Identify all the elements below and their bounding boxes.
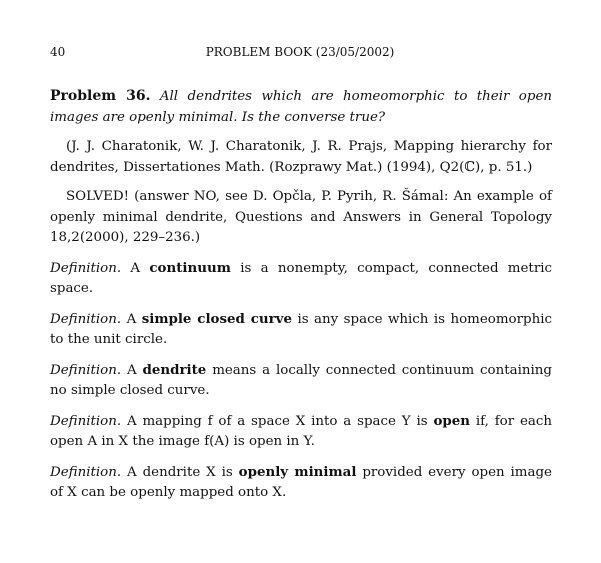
definition-continuum <box>50 258 552 300</box>
definition-post: is a nonempty, compact, connected metric space. <box>50 260 552 296</box>
definition-term: openly minimal <box>238 463 357 480</box>
definition-post: if, for each open A in X the image f(A) is open in Y. <box>50 413 552 449</box>
page-body <box>50 86 552 513</box>
definition-pre: A dendrite X is <box>127 464 233 480</box>
definition-pre: A mapping f of a space X into a space Y is <box>126 413 428 429</box>
definition-open-mapping <box>50 411 552 453</box>
definition-label: Definition. <box>50 362 122 378</box>
problem-solved-note: SOLVED! (answer NO, see D. Opčla, P. Pyrih, R. Šámal: An example of openly minimal dendrite, Questions and Answers in General Topology 18,2(2000), 229–236.) <box>50 189 552 245</box>
definition-post: means a locally connected continuum containing no simple closed curve. <box>50 362 552 398</box>
definition-label: Definition. <box>50 413 122 429</box>
definition-pre: A <box>126 311 137 327</box>
problem-label: Problem 36. <box>50 88 151 104</box>
definition-term: simple closed curve <box>141 310 292 327</box>
definition-label: Definition. <box>50 311 122 327</box>
definition-term: dendrite <box>142 361 207 378</box>
definition-pre: A <box>126 362 137 378</box>
definition-term: continuum <box>149 259 231 276</box>
definition-post: is any space which is homeomorphic to the unit circle. <box>50 311 552 347</box>
definition-post: provided every open image of X can be openly mapped onto X. <box>50 464 552 500</box>
definition-term: open <box>433 412 471 429</box>
problem-text: All dendrites which are homeomorphic to their open images are openly minimal. Is the converse true? <box>50 89 552 125</box>
problem-reference: (J. J. Charatonik, W. J. Charatonik, J. R. Prajs, Mapping hierarchy for dendrites, Dissertationes Math. (Rozprawy Mat.) (1994), Q2(ℂ), p. 51.) <box>50 139 552 175</box>
definition-dendrite <box>50 360 552 402</box>
definition-openly-minimal <box>50 462 552 504</box>
definition-label: Definition. <box>50 464 122 480</box>
definition-simple-closed-curve <box>50 309 552 351</box>
definition-pre: A <box>130 260 141 276</box>
definition-label: Definition. <box>50 260 122 276</box>
running-title: PROBLEM BOOK (23/05/2002) <box>205 45 395 59</box>
problem-statement <box>50 86 552 128</box>
page-number: 40 <box>50 45 66 59</box>
